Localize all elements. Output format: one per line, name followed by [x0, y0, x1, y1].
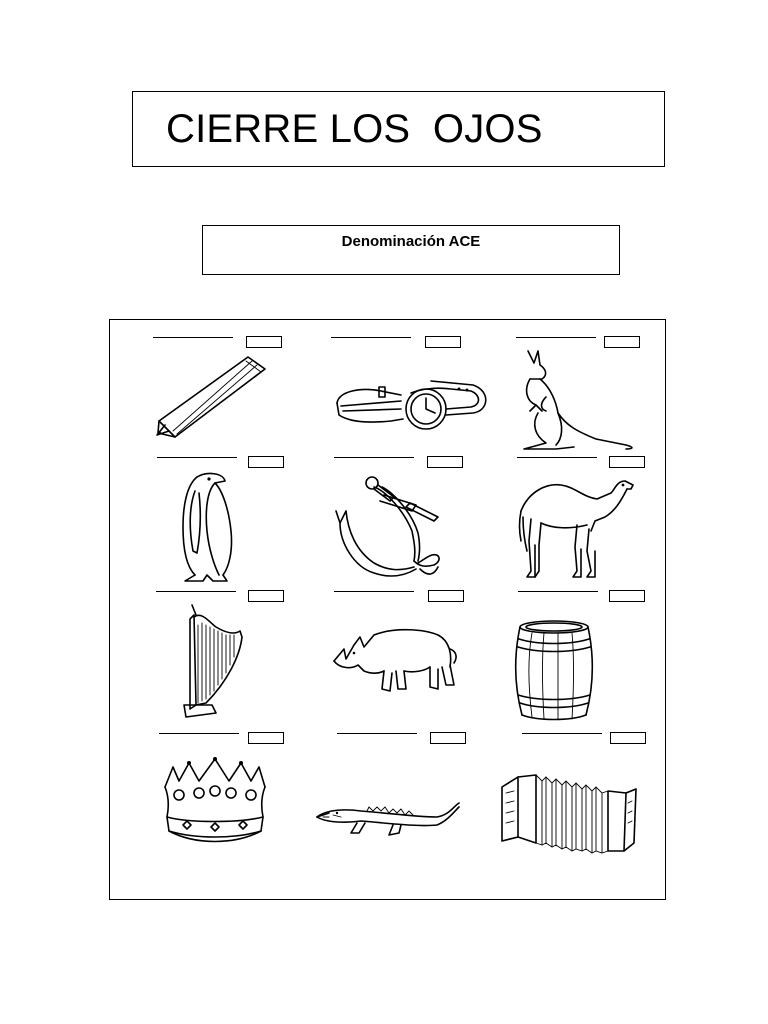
- item-penguin: [157, 457, 337, 587]
- answer-line[interactable]: [159, 733, 239, 734]
- answer-line[interactable]: [331, 337, 411, 338]
- item-kangaroo: [516, 337, 696, 467]
- score-box[interactable]: [248, 590, 284, 602]
- anchor-icon: [334, 471, 514, 587]
- item-accordion: [522, 733, 702, 863]
- score-box[interactable]: [427, 456, 463, 468]
- page-subtitle: Denominación ACE: [341, 233, 481, 250]
- crocodile-icon: [337, 747, 517, 863]
- item-crocodile: [337, 733, 517, 863]
- item-rhinoceros: [334, 591, 514, 721]
- item-anchor: [334, 457, 514, 587]
- score-box[interactable]: [609, 456, 645, 468]
- barrel-icon: [518, 605, 698, 721]
- score-box[interactable]: [428, 590, 464, 602]
- answer-line[interactable]: [334, 591, 414, 592]
- score-box[interactable]: [610, 732, 646, 744]
- score-box[interactable]: [248, 456, 284, 468]
- item-camel: [517, 457, 697, 587]
- answer-line[interactable]: [518, 591, 598, 592]
- wristwatch-icon: [331, 351, 511, 467]
- score-box[interactable]: [604, 336, 640, 348]
- crown-icon: [159, 747, 339, 863]
- score-box[interactable]: [609, 590, 645, 602]
- item-crown: [159, 733, 339, 863]
- item-pencil: [153, 337, 333, 467]
- pencil-icon: [153, 351, 333, 467]
- answer-line[interactable]: [153, 337, 233, 338]
- score-box[interactable]: [246, 336, 282, 348]
- rhinoceros-icon: [334, 605, 514, 721]
- subtitle-box: [202, 225, 620, 275]
- page-title: CIERRE LOS OJOS: [166, 107, 543, 151]
- item-barrel: [518, 591, 698, 721]
- item-wristwatch: [331, 337, 511, 467]
- answer-line[interactable]: [156, 591, 236, 592]
- score-box[interactable]: [430, 732, 466, 744]
- answer-line[interactable]: [157, 457, 237, 458]
- kangaroo-icon: [516, 351, 696, 467]
- title-box: [132, 91, 665, 167]
- item-harp: [156, 591, 336, 721]
- score-box[interactable]: [248, 732, 284, 744]
- penguin-icon: [157, 471, 337, 587]
- answer-line[interactable]: [334, 457, 414, 458]
- camel-icon: [517, 471, 697, 587]
- accordion-icon: [522, 747, 702, 863]
- answer-line[interactable]: [337, 733, 417, 734]
- answer-line[interactable]: [522, 733, 602, 734]
- answer-line[interactable]: [516, 337, 596, 338]
- harp-icon: [156, 605, 336, 721]
- score-box[interactable]: [425, 336, 461, 348]
- picture-grid: [109, 319, 666, 900]
- answer-line[interactable]: [517, 457, 597, 458]
